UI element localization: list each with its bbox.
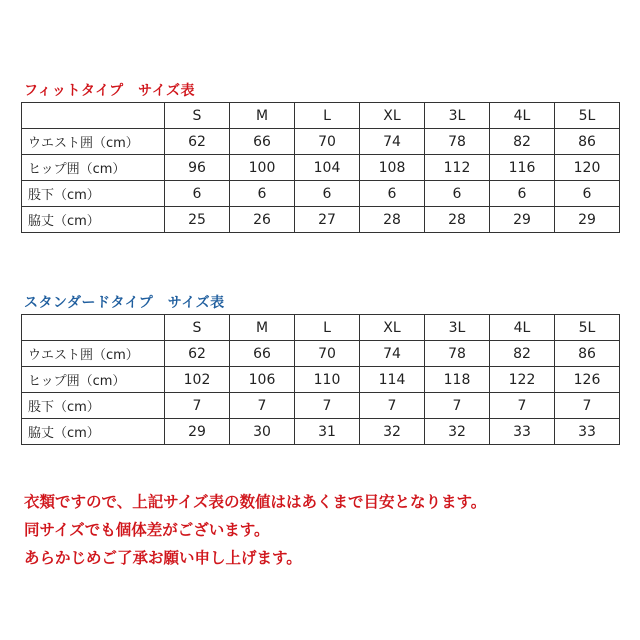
table-cell: 116 xyxy=(490,155,555,181)
table-cell: 62 xyxy=(165,341,230,367)
row-label: ウエスト囲（cm） xyxy=(22,129,165,155)
row-label: ウエスト囲（cm） xyxy=(22,341,165,367)
table-row xyxy=(22,129,620,155)
table-cell: 30 xyxy=(230,419,295,445)
table-row xyxy=(22,367,620,393)
size-header-3l: 3L xyxy=(425,315,490,341)
table-cell: 70 xyxy=(295,129,360,155)
table-cell: 78 xyxy=(425,341,490,367)
table-cell: 25 xyxy=(165,207,230,233)
note-line: あらかじめご了承お願い申し上げます。 xyxy=(24,549,302,567)
row-label: ヒップ囲（cm） xyxy=(22,367,165,393)
table-cell: 28 xyxy=(425,207,490,233)
table-cell: 122 xyxy=(490,367,555,393)
table-cell: 7 xyxy=(425,393,490,419)
table-row xyxy=(22,155,620,181)
table-cell: 106 xyxy=(230,367,295,393)
standard-size-table-title: スタンダードタイプ サイズ表 xyxy=(24,295,225,311)
size-header-3l: 3L xyxy=(425,103,490,129)
note-line: 衣類ですので、上記サイズ表の数値ははあくまで目安となります。 xyxy=(24,493,487,511)
table-cell: 82 xyxy=(490,341,555,367)
table-cell: 6 xyxy=(230,181,295,207)
table-cell: 96 xyxy=(165,155,230,181)
row-label: 股下（cm） xyxy=(22,181,165,207)
table-row xyxy=(22,181,620,207)
table-cell: 74 xyxy=(360,341,425,367)
table-cell: 66 xyxy=(230,129,295,155)
table-cell: 110 xyxy=(295,367,360,393)
header-corner-cell xyxy=(22,315,165,341)
table-cell: 7 xyxy=(230,393,295,419)
table-cell: 7 xyxy=(295,393,360,419)
table-cell: 100 xyxy=(230,155,295,181)
table-cell: 29 xyxy=(490,207,555,233)
table-cell: 7 xyxy=(490,393,555,419)
table-cell: 6 xyxy=(165,181,230,207)
disclaimer-notes xyxy=(24,488,486,572)
table-cell: 108 xyxy=(360,155,425,181)
row-label: 脇丈（cm） xyxy=(22,419,165,445)
table-cell: 26 xyxy=(230,207,295,233)
size-header-4l: 4L xyxy=(490,103,555,129)
fit-size-table-title: フィットタイプ サイズ表 xyxy=(24,83,196,99)
table-cell: 70 xyxy=(295,341,360,367)
table-cell: 28 xyxy=(360,207,425,233)
table-cell: 6 xyxy=(295,181,360,207)
standard-size-table xyxy=(21,314,620,445)
table-header-row xyxy=(22,103,620,129)
size-header-4l: 4L xyxy=(490,315,555,341)
table-cell: 114 xyxy=(360,367,425,393)
table-cell: 33 xyxy=(490,419,555,445)
table-cell: 82 xyxy=(490,129,555,155)
table-cell: 32 xyxy=(360,419,425,445)
header-corner-cell xyxy=(22,103,165,129)
table-cell: 27 xyxy=(295,207,360,233)
row-label: ヒップ囲（cm） xyxy=(22,155,165,181)
size-header-5l: 5L xyxy=(555,315,620,341)
table-cell: 86 xyxy=(555,129,620,155)
table-header-row xyxy=(22,315,620,341)
table-cell: 7 xyxy=(555,393,620,419)
table-cell: 74 xyxy=(360,129,425,155)
table-row xyxy=(22,207,620,233)
table-cell: 102 xyxy=(165,367,230,393)
size-header-l: L xyxy=(295,103,360,129)
table-cell: 32 xyxy=(425,419,490,445)
table-row xyxy=(22,419,620,445)
size-header-s: S xyxy=(165,315,230,341)
size-header-5l: 5L xyxy=(555,103,620,129)
table-cell: 31 xyxy=(295,419,360,445)
row-label: 股下（cm） xyxy=(22,393,165,419)
size-header-m: M xyxy=(230,103,295,129)
table-cell: 62 xyxy=(165,129,230,155)
table-cell: 7 xyxy=(360,393,425,419)
size-header-xl: XL xyxy=(360,315,425,341)
size-header-l: L xyxy=(295,315,360,341)
table-cell: 29 xyxy=(555,207,620,233)
size-header-xl: XL xyxy=(360,103,425,129)
table-cell: 112 xyxy=(425,155,490,181)
fit-size-table xyxy=(21,102,620,233)
table-cell: 7 xyxy=(165,393,230,419)
table-cell: 6 xyxy=(425,181,490,207)
table-cell: 126 xyxy=(555,367,620,393)
table-row xyxy=(22,341,620,367)
table-cell: 118 xyxy=(425,367,490,393)
size-header-s: S xyxy=(165,103,230,129)
table-cell: 66 xyxy=(230,341,295,367)
table-cell: 104 xyxy=(295,155,360,181)
table-cell: 120 xyxy=(555,155,620,181)
table-cell: 78 xyxy=(425,129,490,155)
note-line: 同サイズでも個体差がございます。 xyxy=(24,521,270,539)
table-cell: 29 xyxy=(165,419,230,445)
table-row xyxy=(22,393,620,419)
table-cell: 86 xyxy=(555,341,620,367)
table-cell: 6 xyxy=(490,181,555,207)
table-cell: 6 xyxy=(555,181,620,207)
table-cell: 6 xyxy=(360,181,425,207)
row-label: 脇丈（cm） xyxy=(22,207,165,233)
table-cell: 33 xyxy=(555,419,620,445)
size-header-m: M xyxy=(230,315,295,341)
